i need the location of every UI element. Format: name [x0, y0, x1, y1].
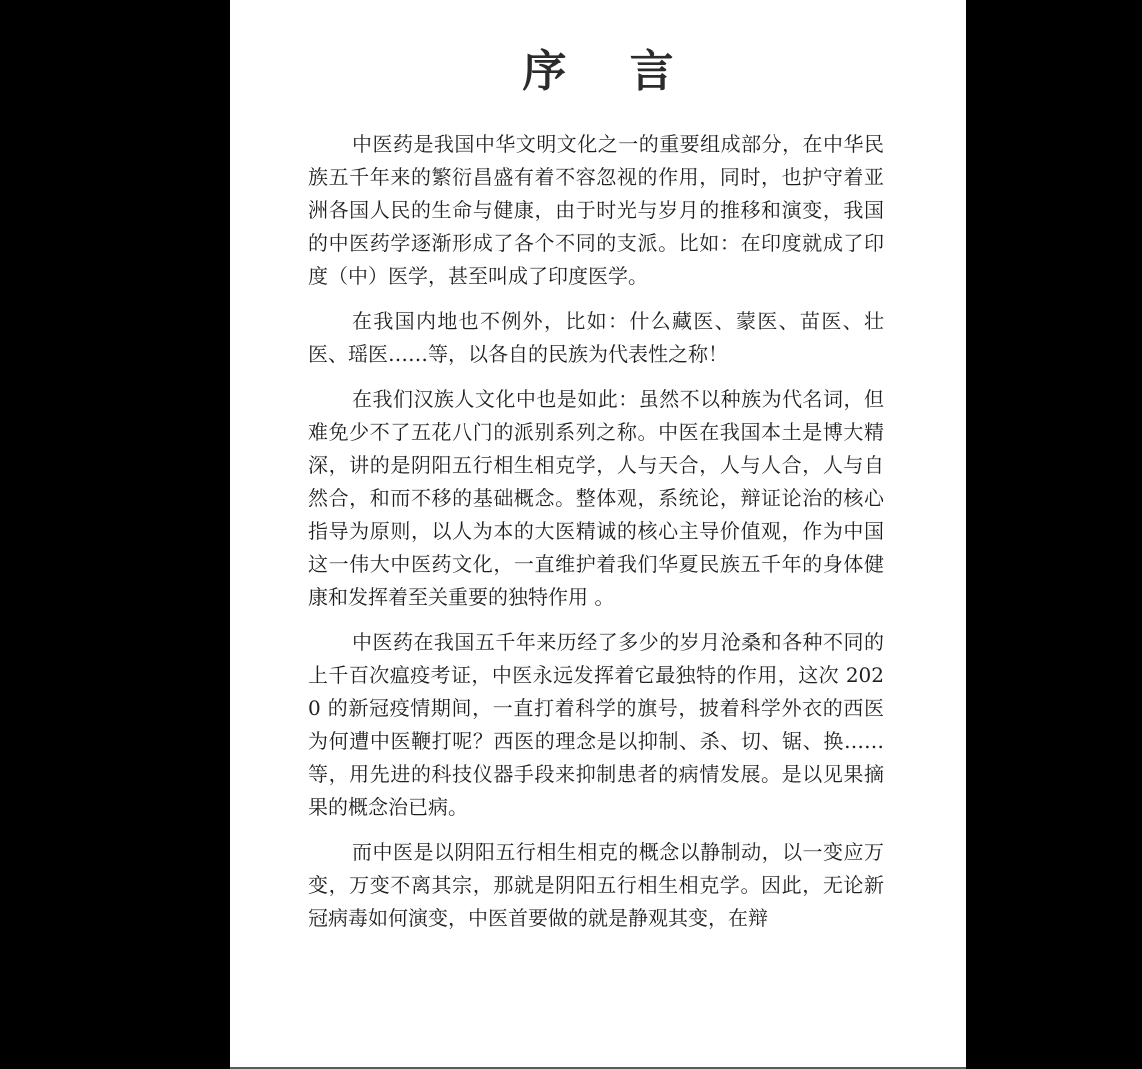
paragraph-4: 中医药在我国五千年来历经了多少的岁月沧桑和各种不同的上千百次瘟疫考证，中医永远发挥着它最独特的作用，这次 2020 的新冠疫情期间，一直打着科学的旗号，披着科学外衣的西医为何遭中医鞭打呢？西医的理念是以抑制、杀、切、锯、换……等，用先进的科技仪器手段来抑制患者的病情发展。是以见果摘果的概念治已病。 — [308, 630, 884, 819]
document-page — [230, 0, 966, 1069]
paragraph-1: 中医药是我国中华文明文化之一的重要组成部分，在中华民族五千年来的繁衍昌盛有着不容忽视的作用，同时，也护守着亚洲各国人民的生命与健康，由于时光与岁月的推移和演变，我国的中医药学逐渐形成了各个不同的支派。比如：在印度就成了印度（中）医学，甚至叫成了印度医学。 — [308, 132, 884, 288]
page-title: 序 言 — [522, 46, 698, 97]
paragraph-2: 在我国内地也不例外，比如：什么藏医、蒙医、苗医、壮医、瑶医……等，以各自的民族为代表性之称！ — [308, 309, 884, 366]
paragraph-3: 在我们汉族人文化中也是如此：虽然不以种族为代名词，但难免少不了五花八门的派别系列之称。中医在我国本土是博大精深，讲的是阴阳五行相生相克学，人与天合，人与人合，人与自然合，和而不移的基础概念。整体观，系统论，辩证论治的核心指导为原则，以人为本的大医精诚的核心主导价值观，作为中国这一伟大中医药文化，一直维护着我们华夏民族五千年的身体健康和发挥着至关重要的独特作用 。 — [308, 387, 884, 609]
paragraph-5: 而中医是以阴阳五行相生相克的概念以静制动，以一变应万变，万变不离其宗，那就是阴阳五行相生相克学。因此，无论新冠病毒如何演变，中医首要做的就是静观其变，在辩 — [308, 840, 884, 930]
body-text — [308, 128, 884, 947]
